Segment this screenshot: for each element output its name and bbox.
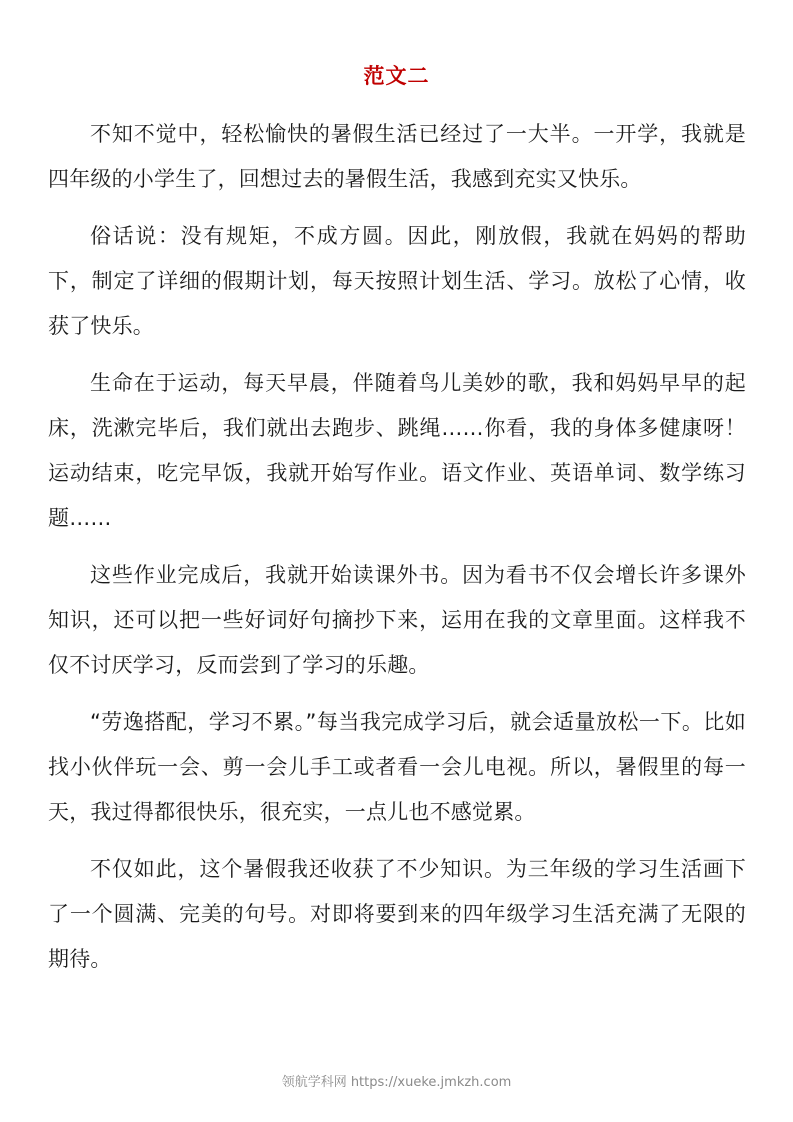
paragraph-6: 不仅如此，这个暑假我还收获了不少知识。为三年级的学习生活画下了一个圆满、完美的句号。对即将要到来的四年级学习生活充满了无限的期待。 bbox=[48, 857, 746, 971]
document-body bbox=[48, 112, 746, 994]
paragraph-2: 俗话说：没有规矩，不成方圆。因此，刚放假，我就在妈妈的帮助下，制定了详细的假期计划，每天按照计划生活、学习。放松了心情，收获了快乐。 bbox=[48, 224, 746, 338]
footer-source-link: 领航学科网 https://xueke.jmkzh.com bbox=[281, 1075, 512, 1090]
paragraph-4: 这些作业完成后，我就开始读课外书。因为看书不仅会增长许多课外知识，还可以把一些好词好句摘抄下来，运用在我的文章里面。这样我不仅不讨厌学习，反而尝到了学习的乐趣。 bbox=[48, 563, 746, 677]
paragraph-3: 生命在于运动，每天早晨，伴随着鸟儿美妙的歌，我和妈妈早早的起床，洗漱完毕后，我们就出去跑步、跳绳……你看，我的身体多健康呀！运动结束，吃完早饭，我就开始写作业。语文作业、英语单词、数学练习题…… bbox=[48, 371, 746, 530]
paragraph-1: 不知不觉中，轻松愉快的暑假生活已经过了一大半。一开学，我就是四年级的小学生了，回想过去的暑假生活，我感到充实又快乐。 bbox=[48, 122, 746, 191]
document-title: 范文二 bbox=[363, 64, 430, 88]
paragraph-5: “劳逸搭配，学习不累。”每当我完成学习后，就会适量放松一下。比如找小伙伴玩一会、剪一会儿手工或者看一会儿电视。所以，暑假里的每一天，我过得都很快乐，很充实，一点儿也不感觉累。 bbox=[48, 710, 746, 824]
